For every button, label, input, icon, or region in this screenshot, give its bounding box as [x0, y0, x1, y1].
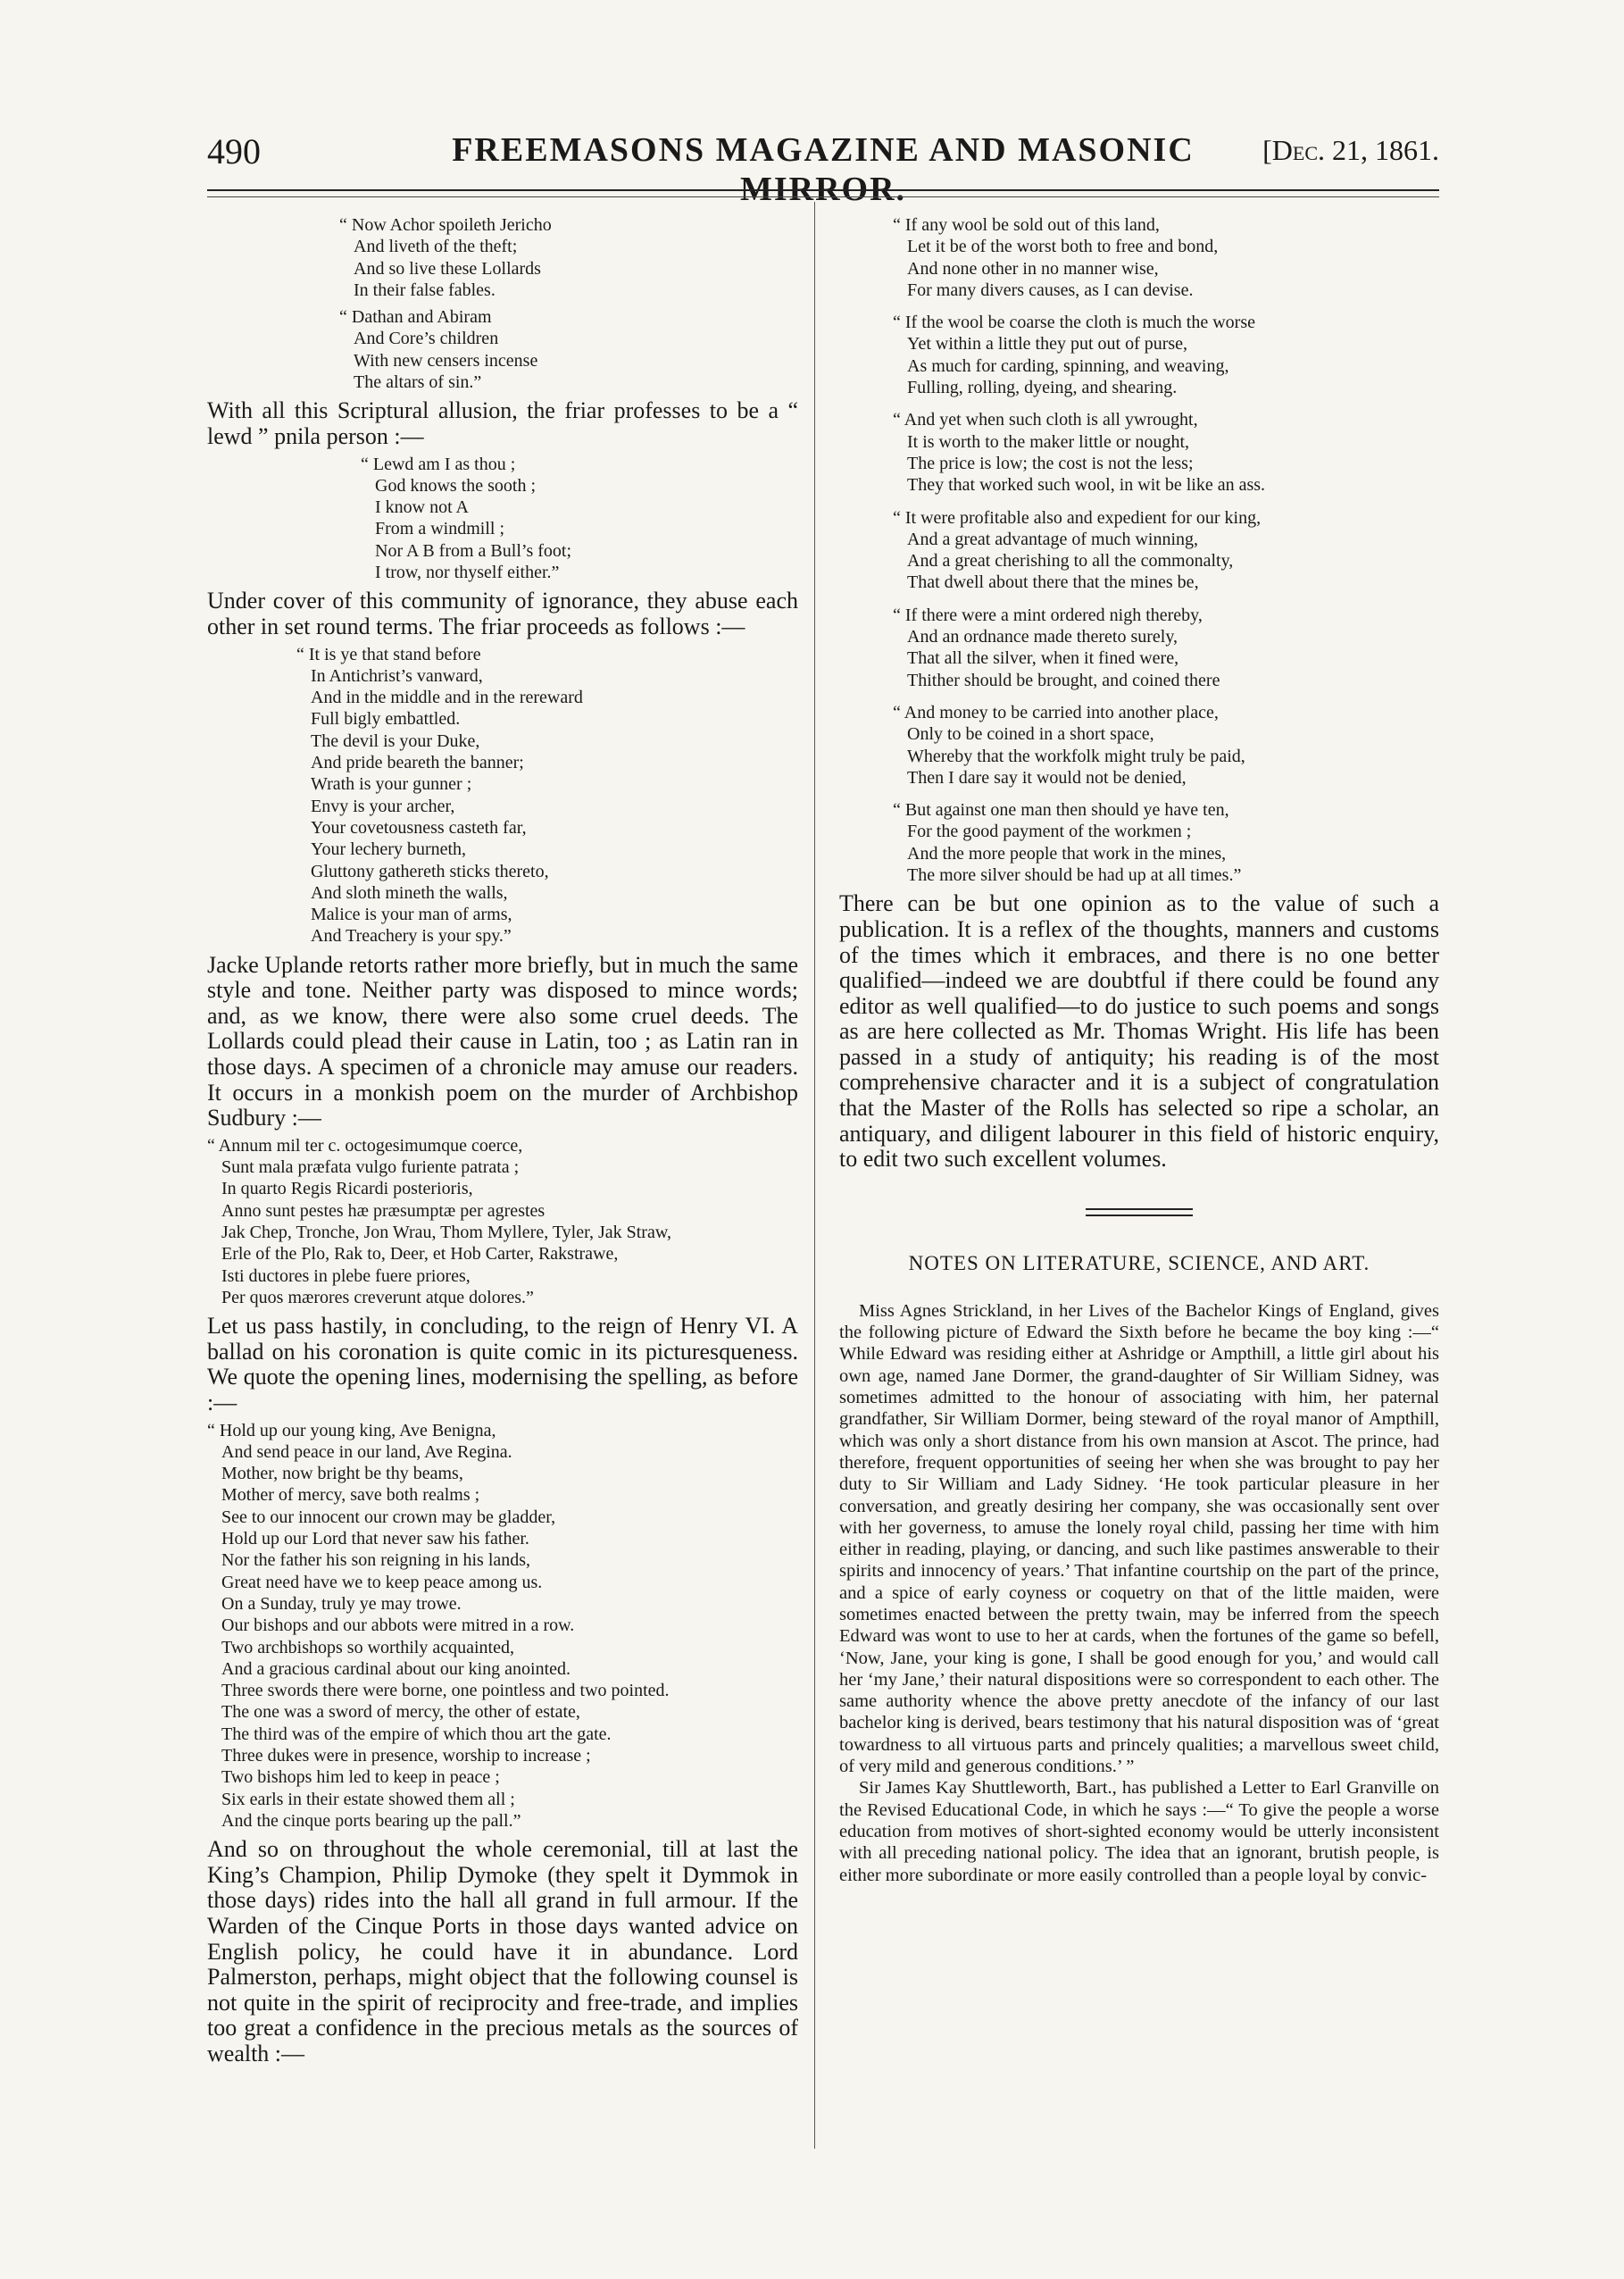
verse-line: The devil is your Duke, — [311, 730, 480, 751]
verse-line: Hold up our Lord that never saw his father. — [221, 1529, 529, 1549]
verse-line: Gluttony gathereth sticks thereto, — [311, 861, 549, 881]
column-divider — [814, 202, 815, 2149]
verse-line: Thither should be brought, and coined there — [907, 670, 1220, 690]
verse-line: Mother, now bright be thy beams, — [221, 1464, 463, 1484]
verse-block — [839, 605, 1439, 691]
verse-line: And Treachery is your spy.” — [311, 926, 512, 947]
verse-line: And none other in no manner wise, — [907, 258, 1159, 279]
verse-line: From a windmill ; — [375, 519, 504, 539]
verse-line: That all the silver, when it fined were, — [907, 648, 1179, 669]
verse-line: As much for carding, spinning, and weaving, — [907, 355, 1229, 376]
verse-block — [839, 312, 1439, 398]
verse-line: And a great advantage of much winning, — [907, 529, 1199, 549]
verse-line: Whereby that the workfolk might truly be paid, — [907, 746, 1245, 766]
verse-line: And a great cherishing to all the commonalty, — [907, 551, 1234, 572]
verse-line: For many divers causes, as I can devise. — [907, 280, 1194, 300]
verse-line: Envy is your archer, — [311, 796, 455, 816]
verse-line: With new censers incense — [354, 350, 538, 371]
verse-line: Your lechery burneth, — [311, 839, 467, 860]
verse-line: For the good payment of the workmen ; — [907, 822, 1192, 842]
verse-line: Wrath is your gunner ; — [311, 774, 472, 795]
verse-line: Mother of mercy, save both realms ; — [221, 1485, 480, 1506]
verse-line: “ Hold up our young king, Ave Benigna, — [207, 1420, 496, 1440]
verse-line: And liveth of the theft; — [354, 237, 518, 257]
verse-line: Per quos mærores creverunt atque dolores.” — [221, 1287, 534, 1307]
verse-line: Only to be coined in a short space, — [907, 724, 1154, 745]
verse-line: “ Annum mil ter c. octogesimumque coerce, — [207, 1135, 523, 1156]
verse-line: In quarto Regis Ricardi posterioris, — [221, 1179, 473, 1199]
verse-block — [839, 799, 1439, 886]
verse-line: And send peace in our land, Ave Regina. — [221, 1441, 512, 1462]
verse-line: The price is low; the cost is not the less; — [907, 453, 1194, 473]
verse-line: In Antichrist’s vanward, — [311, 665, 483, 686]
verse-line: And so live these Lollards — [354, 258, 541, 279]
verse-line: And a gracious cardinal about our king anointed. — [221, 1658, 570, 1679]
section-heading: NOTES ON LITERATURE, SCIENCE, AND ART. — [908, 1251, 1370, 1274]
section-rule — [1086, 1208, 1193, 1210]
verse-block — [207, 454, 798, 584]
verse-line: Erle of the Plo, Rak to, Deer, et Hob Carter, Rakstrawe, — [221, 1244, 619, 1265]
verse-block — [839, 409, 1439, 496]
verse-line: Two archbishops so worthily acquainted, — [221, 1637, 514, 1657]
paragraph: With all this Scriptural allusion, the friar professes to be a “ lewd ” pnila person :— — [207, 397, 798, 449]
verse-line: “ It is ye that stand before — [296, 644, 481, 664]
paragraph: Let us pass hastily, in concluding, to the reign of Henry VI. A ballad on his coronation is quite comic in its picturesqueness. We quote the opening lines, modernising the spelling, as before :— — [207, 1313, 798, 1415]
verse-line: Jak Chep, Tronche, Jon Wrau, Thom Myllere, Tyler, Jak Straw, — [221, 1223, 671, 1243]
paragraph: Jacke Uplande retorts rather more briefly, but in much the same style and tone. Neither party was disposed to mince words; and, as we know, there were also some cruel deeds. The Lollards could plead their cause in Latin, too ; as Latin ran in those days. A specimen of a chronicle may amuse our readers. It occurs in a monkish poem on the murder of Archbishop Sudbury :— — [207, 951, 798, 1131]
verse-line: “ But against one man then should ye have ten, — [893, 800, 1229, 821]
verse-line: Full bigly embattled. — [311, 709, 461, 730]
verse-line: I know not A — [375, 497, 469, 518]
verse-line: The third was of the empire of which thou art the gate. — [221, 1724, 612, 1744]
verse-line: See to our innocent our crown may be gladder, — [221, 1507, 556, 1527]
verse-block — [207, 306, 798, 393]
verse-line: Anno sunt pestes hæ præsumptæ per agrestes — [221, 1200, 545, 1221]
verse-line: “ Dathan and Abiram — [339, 307, 492, 328]
section-rule — [1086, 1215, 1193, 1216]
verse-line: Malice is your man of arms, — [311, 905, 512, 925]
verse-line: And an ordnance made thereto surely, — [907, 627, 1178, 647]
paragraph: There can be but one opinion as to the value of such a publication. It is a reflex of the thoughts, manners and customs of the times which it embraces, and there is no one better qualified—indeed we are doubtful if there could be found any editor as well qualified—to do justice to such poems and songs as are here collected as Mr. Thomas Wright. His life has been passed in a study of antiquity; his reading is of the most comprehensive character and it is a subject of congratulation that the Master of the Rolls has selected so ripe a scholar, an antiquary, and diligent labourer in this field of historic enquiry, to edit two such excellent volumes. — [839, 890, 1439, 1173]
verse-line: “ Lewd am I as thou ; — [361, 454, 516, 474]
verse-block — [839, 214, 1439, 301]
verse-line: Six earls in their estate showed them all ; — [221, 1789, 515, 1809]
verse-line: It is worth to the maker little or nought, — [907, 431, 1190, 452]
verse-line: That dwell about there that the mines be, — [907, 572, 1199, 593]
verse-line: Your covetousness casteth far, — [311, 817, 527, 838]
left-column — [207, 214, 798, 2067]
verse-line: Nor A B from a Bull’s foot; — [375, 540, 571, 561]
verse-line: Three dukes were in presence, worship to increase ; — [221, 1746, 591, 1766]
verse-line: “ If the wool be coarse the cloth is much the worse — [893, 313, 1255, 333]
header-rule — [207, 189, 1439, 191]
verse-block — [207, 644, 798, 947]
verse-line: The altars of sin.” — [354, 372, 482, 393]
verse-line: Our bishops and our abbots were mitred in a row. — [221, 1615, 575, 1636]
verse-line: Two bishops him led to keep in peace ; — [221, 1767, 500, 1788]
verse-line: And Core’s children — [354, 329, 499, 349]
verse-line: Three swords there were borne, one pointless and two pointed. — [221, 1681, 670, 1701]
verse-line: They that worked such wool, in wit be like an ass. — [907, 475, 1266, 496]
verse-line: “ And yet when such cloth is all ywrought, — [893, 410, 1198, 430]
verse-line: The more silver should be had up at all times.” — [907, 865, 1242, 886]
verse-line: “ And money to be carried into another place, — [893, 702, 1219, 722]
verse-block — [839, 507, 1439, 594]
verse-line: Let it be of the worst both to free and bond, — [907, 237, 1219, 257]
paragraph: Miss Agnes Strickland, in her Lives of the Bachelor Kings of England, gives the following picture of Edward the Sixth before he became the boy king :—“ While Edward was residing either at Ashridge or Ampthill, a little girl about his own age, named Jane Dormer, the grand-daughter of Sir William Sidney, was sometimes admitted to the honour of associating with him, her paternal grandfather, Sir William Dormer, being steward of the royal manor of Ampthill, which was only a short distance from his own mansion at Ascot. The prince, had therefore, frequent opportunities of seeing her when she was brought to pay her duty to Sir William and Lady Sidney. ‘He took particular pleasure in her conversation, and greatly desiring her company, she was occasionally sent over with her governess, to amuse the lonely royal child, passing her time with him either in reading, playing, or dancing, and such like pastimes answerable to their spirits and innocency of years.’ That infantine courtship on the part of the prince, and a spice of early coyness or coquetry on that of the little maiden, were sometimes enacted between the pretty twain, may be inferred from the speech Edward was wont to use to her at cards, when the fortunes of the game so befell, ‘Now, Jane, your king is gone, I shall be good enough for you,’ and would call her ‘my Jane,’ their natural dispositions were so correspondent to each other. The same authority whence the above pretty anecdote of the infancy of our last bachelor king is derived, bears testimony that his natural disposition was of ‘great towardness to all virtuous parts and princely qualities; a marvellous sweet child, of very mild and generous conditions.’ ” — [839, 1300, 1439, 1777]
verse-line: “ If any wool be sold out of this land, — [893, 215, 1160, 235]
page-header — [207, 130, 1439, 208]
verse-line: And the more people that work in the mines, — [907, 843, 1227, 864]
verse-block — [207, 214, 798, 301]
verse-line: “ Now Achor spoileth Jericho — [339, 215, 552, 235]
issue-date: [Dec. 21, 1861. — [1262, 134, 1439, 166]
verse-line: Sunt mala præfata vulgo furiente patrata ; — [221, 1157, 520, 1178]
verse-line: “ It were profitable also and expedient for our king, — [893, 507, 1262, 528]
page-number: 490 — [207, 131, 261, 171]
verse-line: On a Sunday, truly ye may trowe. — [221, 1593, 462, 1614]
verse-block-coronation — [207, 1420, 798, 1832]
verse-line: And pride beareth the banner; — [311, 753, 524, 773]
verse-line: “ If there were a mint ordered nigh thereby, — [893, 605, 1203, 625]
verse-line: And in the middle and in the rereward — [311, 688, 583, 708]
right-column — [839, 214, 1439, 1886]
verse-line: Then I dare say it would not be denied, — [907, 767, 1187, 788]
paragraph: Under cover of this community of ignorance, they abuse each other in set round terms. The friar proceeds as follows :— — [207, 588, 798, 639]
verse-line: God knows the sooth ; — [375, 475, 536, 496]
verse-line: The one was a sword of mercy, the other of estate, — [221, 1702, 580, 1723]
verse-line: I trow, nor thyself either.” — [375, 563, 560, 583]
header-rule-thin — [207, 196, 1439, 197]
verse-line: Nor the father his son reigning in his lands, — [221, 1550, 531, 1571]
masthead-title: FREEMASONS MAGAZINE AND MASONIC MIRROR. — [452, 131, 1195, 208]
verse-line: Isti ductores in plebe fuere priores, — [221, 1265, 471, 1286]
verse-line: In their false fables. — [354, 280, 496, 300]
paragraph: Sir James Kay Shuttleworth, Bart., has published a Letter to Earl Granville on the Revised Educational Code, in which he says :—“ To give the people a worse education from motives of short-sighted economy would be utterly inconsistent with all preceding national policy. The idea that an ignorant, brutish people, is either more subordinate or more easily controlled than a people loyal by convic- — [839, 1778, 1439, 1885]
verse-block — [839, 702, 1439, 789]
verse-line: And the cinque ports bearing up the pall.” — [221, 1810, 521, 1831]
paragraph: And so on throughout the whole ceremonial, till at last the King’s Champion, Philip Dymoke (they spelt it Dymmok in those days) rides into the hall all grand in full armour. If the Warden of the Cinque Ports in those days wanted advice on English policy, he could have it in abundance. Lord Palmerston, perhaps, might object that the following counsel is not quite in the spirit of reciprocity and free-trade, and implies too great a confidence in the precious metals as the sources of wealth :— — [207, 1836, 798, 2066]
verse-line: And sloth mineth the walls, — [311, 882, 508, 903]
verse-line: Yet within a little they put out of purse, — [907, 334, 1188, 355]
verse-block — [207, 1135, 798, 1308]
verse-line: Great need have we to keep peace among us. — [221, 1572, 543, 1592]
verse-line: Fulling, rolling, dyeing, and shearing. — [907, 378, 1178, 398]
